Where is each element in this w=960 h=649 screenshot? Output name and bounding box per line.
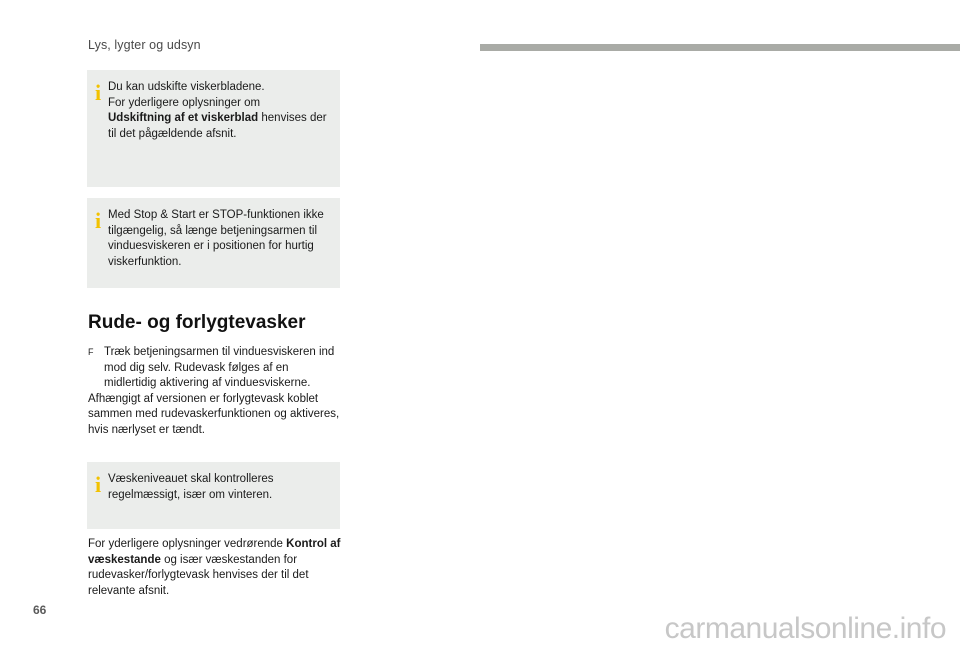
section-body <box>88 345 343 438</box>
info-line-3: henvises der til det pågældende afsnit. <box>108 112 327 140</box>
info-icon: i <box>95 472 102 497</box>
info-text <box>108 80 334 142</box>
info-box-fluid-level <box>87 462 340 529</box>
info-text: Væskeniveauet skal kontrolleres regelmæssigt, især om vinteren. <box>108 473 274 501</box>
info-icon: i <box>95 80 102 105</box>
closing-text-pre: For yderligere oplysninger vedrørende <box>88 538 287 550</box>
info-line-1: Du kan udskifte viskerbladene. <box>108 81 265 93</box>
chapter-title: Lys, lygter og udsyn <box>88 38 201 52</box>
header-divider-bar <box>480 44 960 51</box>
instruction-bullet <box>88 345 343 392</box>
info-text: Med Stop & Start er STOP-funktionen ikke tilgængelig, så længe betjeningsarmen til vinduesviskeren er i positionen for hurtig viskerfunktion. <box>108 209 324 268</box>
bullet-text: Træk betjeningsarmen til vinduesviskeren ind mod dig selv. Rudevask følges af en midlertidig aktivering af vinduesviskerne. <box>104 346 335 389</box>
section-heading: Rude- og forlygtevasker <box>88 312 306 333</box>
closing-text-post: og især væskestanden for rudevasker/forlygtevask henvises der til det relevante afsnit. <box>88 553 309 597</box>
info-bold-reference: Udskiftning af et viskerblad <box>108 112 259 124</box>
info-icon: i <box>95 208 102 233</box>
bullet-marker-icon: F <box>88 347 94 357</box>
info-box-wiper-blades <box>87 70 340 187</box>
closing-paragraph <box>88 537 343 599</box>
section-paragraph: Afhængigt af versionen er forlygtevask koblet sammen med rudevaskerfunktionen og aktiveres, hvis nærlyset er tændt. <box>88 392 340 436</box>
info-line-2: For yderligere oplysninger om <box>108 96 261 109</box>
page-number: 66 <box>33 603 47 617</box>
closing-bold-reference: Kontrol af væskestande <box>88 538 341 566</box>
info-box-stop-start <box>87 198 340 288</box>
watermark: carmanualsonline.info <box>664 612 946 645</box>
